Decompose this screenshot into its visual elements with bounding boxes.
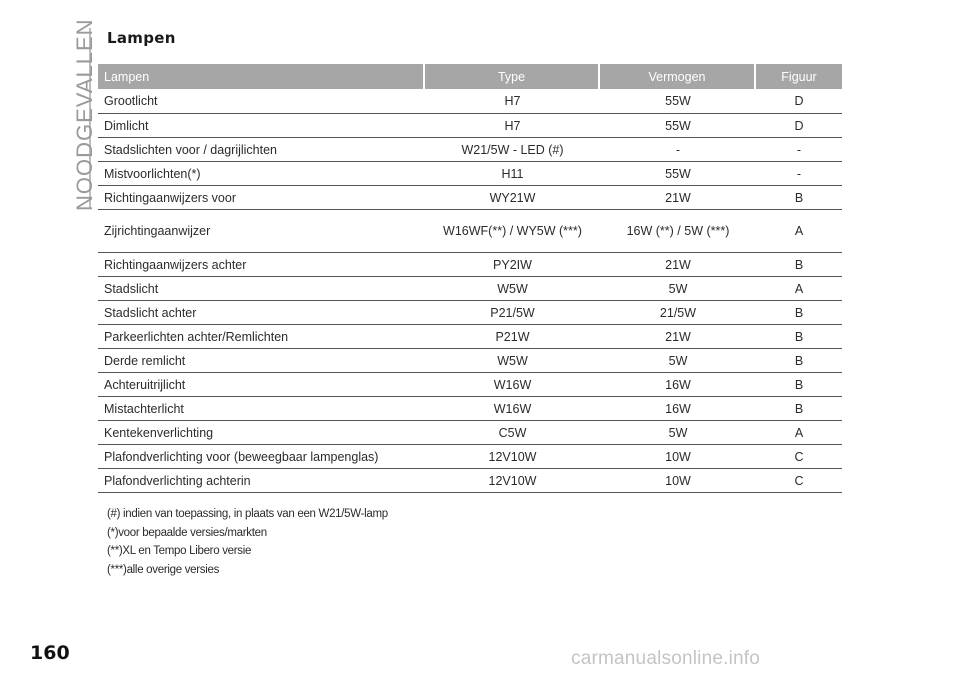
lamp-power: 5W <box>600 349 756 373</box>
lamp-figure: B <box>756 397 842 421</box>
lamp-power: 55W <box>600 89 756 114</box>
lamp-figure: B <box>756 186 842 210</box>
section-title: Lampen <box>107 29 176 47</box>
lamp-power: 55W <box>600 162 756 186</box>
lamp-figure: B <box>756 325 842 349</box>
footnotes <box>107 505 388 579</box>
lamp-type: P21/5W <box>425 301 600 325</box>
footnote: (**)XL en Tempo Libero versie <box>107 545 252 557</box>
table-row <box>98 277 842 301</box>
lamp-name: Mistvoorlichten(*) <box>98 162 425 186</box>
table-row <box>98 349 842 373</box>
column-header-type: Type <box>425 64 600 89</box>
table-row <box>98 253 842 277</box>
lamp-name: Stadslicht achter <box>98 301 425 325</box>
lamp-name: Derde remlicht <box>98 349 425 373</box>
lamp-figure: C <box>756 445 842 469</box>
lamp-power: 5W <box>600 277 756 301</box>
lamp-name: Grootlicht <box>98 89 425 114</box>
lamp-type: W16W <box>425 373 600 397</box>
watermark: carmanualsonline.info <box>571 648 761 669</box>
lamp-type: C5W <box>425 421 600 445</box>
lamp-type: W21/5W - LED (#) <box>425 138 600 162</box>
lamp-name: Parkeerlichten achter/Remlichten <box>98 325 425 349</box>
table-row <box>98 373 842 397</box>
column-header-lampen: Lampen <box>98 64 425 89</box>
table-row <box>98 186 842 210</box>
lamp-name: Richtingaanwijzers voor <box>98 186 425 210</box>
table-row <box>98 445 842 469</box>
lamp-power: 21W <box>600 253 756 277</box>
lamp-type: H11 <box>425 162 600 186</box>
lamp-name: Kentekenverlichting <box>98 421 425 445</box>
lamp-type: 12V10W <box>425 445 600 469</box>
lamp-type: P21W <box>425 325 600 349</box>
footnote: (*)voor bepaalde versies/markten <box>107 526 267 539</box>
lamp-power: 16W <box>600 373 756 397</box>
lamp-figure: B <box>756 373 842 397</box>
lamp-name: Plafondverlichting voor (beweegbaar lampenglas) <box>98 445 425 469</box>
table-row <box>98 210 842 253</box>
lamp-figure: A <box>756 210 842 253</box>
table-header-row <box>98 64 842 89</box>
lamp-power: 10W <box>600 445 756 469</box>
table-row <box>98 89 842 114</box>
lamp-name: Dimlicht <box>98 114 425 138</box>
lamp-figure: B <box>756 253 842 277</box>
footnote: (#) indien van toepassing, in plaats van een W21/5W-lamp <box>107 508 388 520</box>
footnote: (***)alle overige versies <box>107 563 220 576</box>
lamp-name: Stadslichten voor / dagrijlichten <box>98 138 425 162</box>
lamp-type: W5W <box>425 277 600 301</box>
lamp-figure: - <box>756 162 842 186</box>
lamp-power: 55W <box>600 114 756 138</box>
lamp-power: 10W <box>600 469 756 493</box>
lamp-figure: - <box>756 138 842 162</box>
lamp-power: 21W <box>600 325 756 349</box>
lamp-figure: C <box>756 469 842 493</box>
lamp-type: H7 <box>425 114 600 138</box>
lamp-name: Plafondverlichting achterin <box>98 469 425 493</box>
lamp-power: 21/5W <box>600 301 756 325</box>
table-row <box>98 397 842 421</box>
lamp-type: PY2IW <box>425 253 600 277</box>
lamp-name: Mistachterlicht <box>98 397 425 421</box>
chapter-title: NOODGEVALLEN <box>72 18 97 211</box>
lamp-power: 5W <box>600 421 756 445</box>
table-row <box>98 162 842 186</box>
lamp-type: 12V10W <box>425 469 600 493</box>
lamp-figure: A <box>756 421 842 445</box>
lamp-figure: D <box>756 114 842 138</box>
table-row <box>98 114 842 138</box>
lamp-power: 16W <box>600 397 756 421</box>
lamp-name: Stadslicht <box>98 277 425 301</box>
lamp-name: Richtingaanwijzers achter <box>98 253 425 277</box>
page-number: 160 <box>30 642 70 664</box>
table-row <box>98 421 842 445</box>
lamp-table <box>98 64 842 493</box>
table-row <box>98 301 842 325</box>
column-header-vermogen: Vermogen <box>600 64 756 89</box>
lamp-figure: B <box>756 349 842 373</box>
column-header-figuur: Figuur <box>756 64 842 89</box>
lamp-type: WY21W <box>425 186 600 210</box>
lamp-power: - <box>600 138 756 162</box>
lamp-name: Achteruitrijlicht <box>98 373 425 397</box>
lamp-power: 16W (**) / 5W (***) <box>600 210 756 253</box>
lamp-name: Zijrichtingaanwijzer <box>98 210 425 253</box>
table-row <box>98 469 842 493</box>
lamp-type: W5W <box>425 349 600 373</box>
table-row <box>98 325 842 349</box>
lamp-figure: B <box>756 301 842 325</box>
table-row <box>98 138 842 162</box>
lamp-figure: A <box>756 277 842 301</box>
lamp-type: H7 <box>425 89 600 114</box>
lamp-type: W16WF(**) / WY5W (***) <box>425 210 600 253</box>
lamp-figure: D <box>756 89 842 114</box>
lamp-type: W16W <box>425 397 600 421</box>
lamp-power: 21W <box>600 186 756 210</box>
